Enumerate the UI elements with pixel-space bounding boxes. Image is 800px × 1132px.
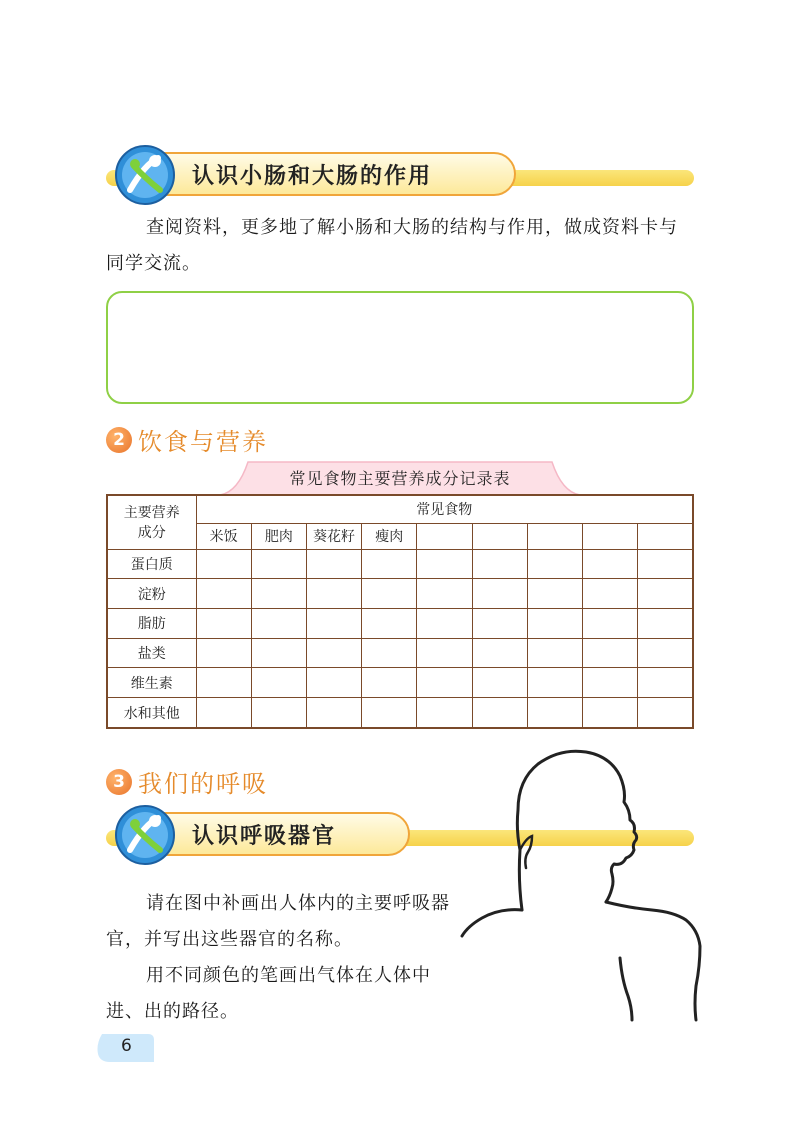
table-cell[interactable] [362,549,417,579]
foods-header: 常见食物 [196,495,693,523]
food-cell[interactable] [638,523,693,549]
table-cell[interactable] [251,698,306,728]
table-cell[interactable] [638,638,693,668]
food-cell[interactable] [472,523,527,549]
section-title: 我们的呼吸 [138,770,268,798]
table-cell[interactable] [362,668,417,698]
table-title: 常见食物主要营养成分记录表 [289,468,511,488]
table-cell[interactable] [417,549,472,579]
table-cell[interactable] [527,549,582,579]
section-number-badge: 3 [106,769,132,795]
table-cell[interactable] [362,579,417,609]
table-row-starch [107,579,693,609]
nutrient-label: 脂肪 [107,608,196,638]
nutrient-label: 水和其他 [107,698,196,728]
table-cell[interactable] [472,668,527,698]
table-cell[interactable] [251,579,306,609]
table-cell[interactable] [472,549,527,579]
table-cell[interactable] [527,698,582,728]
table-cell[interactable] [583,698,638,728]
table-cell[interactable] [638,668,693,698]
food-cell[interactable] [583,523,638,549]
activity-title-text: 认识小肠和大肠的作用 [192,162,433,189]
table-cell[interactable] [583,668,638,698]
table-cell[interactable] [417,698,472,728]
table-cell[interactable] [527,638,582,668]
corner-header-line2: 成分 [137,525,166,542]
table-cell[interactable] [583,638,638,668]
section-title: 饮食与营养 [138,428,268,456]
table-cell[interactable] [417,608,472,638]
table-cell[interactable] [306,698,361,728]
table-cell[interactable] [638,698,693,728]
table-cell[interactable] [417,579,472,609]
table-cell[interactable] [251,549,306,579]
human-body-outline[interactable] [460,740,720,1025]
food-cell[interactable]: 瘦肉 [362,523,417,549]
table-cell[interactable] [306,579,361,609]
section3-paragraph1-text: 请在图中补画出人体内的主要呼吸器官，并写出这些器官的名称。 [106,893,450,950]
table-cell[interactable] [196,549,251,579]
section-heading-2 [106,422,268,457]
table-cell[interactable] [472,638,527,668]
table-cell[interactable] [196,579,251,609]
table-cell[interactable] [583,579,638,609]
table-cell[interactable] [362,698,417,728]
table-cell[interactable] [472,608,527,638]
table-cell[interactable] [306,668,361,698]
table-cell[interactable] [527,608,582,638]
nutrient-label: 维生素 [107,668,196,698]
table-cell[interactable] [251,668,306,698]
table-cell[interactable] [196,638,251,668]
table-row-fat [107,608,693,638]
nutrient-label: 蛋白质 [107,549,196,579]
activity1-paragraph-text: 查阅资料，更多地了解小肠和大肠的结构与作用，做成资料卡与同学交流。 [106,217,678,274]
table-row-vitamins [107,668,693,698]
activity-title-text: 认识呼吸器官 [192,822,337,849]
table-row-water-other [107,698,693,728]
activity1-paragraph [106,210,696,282]
table-cell[interactable] [417,668,472,698]
food-cell[interactable] [417,523,472,549]
table-cell[interactable] [251,638,306,668]
nutrient-label: 盐类 [107,638,196,668]
page-number: 6 [121,1036,132,1056]
table-cell[interactable] [196,608,251,638]
nutrient-label: 淀粉 [107,579,196,609]
table-cell[interactable] [306,608,361,638]
table-cell[interactable] [306,549,361,579]
food-cell[interactable]: 葵花籽 [306,523,361,549]
table-row-protein [107,549,693,579]
nutrition-record-table [106,494,694,729]
food-cell[interactable] [527,523,582,549]
activity-logo-icon [114,144,176,206]
activity-banner-intestines [106,150,694,216]
table-cell[interactable] [472,579,527,609]
table-cell[interactable] [362,608,417,638]
food-cell[interactable]: 米饭 [196,523,251,549]
table-cell[interactable] [583,608,638,638]
corner-header-line1: 主要营养 [123,505,180,522]
table-cell[interactable] [583,549,638,579]
table-cell[interactable] [306,638,361,668]
food-cell[interactable]: 肥肉 [251,523,306,549]
activity-title [150,152,516,196]
table-cell[interactable] [251,608,306,638]
section-number-badge: 2 [106,427,132,453]
table-cell[interactable] [196,668,251,698]
table-cell[interactable] [362,638,417,668]
section-heading-3 [106,764,268,799]
table-cell[interactable] [638,549,693,579]
table-cell[interactable] [472,698,527,728]
activity-title [150,812,410,856]
activity-logo-icon [114,804,176,866]
section3-paragraph1 [106,886,456,958]
table-cell[interactable] [527,579,582,609]
resource-card-box[interactable] [106,291,694,404]
table-cell[interactable] [527,668,582,698]
section3-paragraph2-text: 用不同颜色的笔画出气体在人体中进、出的路径。 [106,965,431,1022]
table-cell[interactable] [417,638,472,668]
table-cell[interactable] [638,579,693,609]
corner-header [107,495,196,549]
table-cell[interactable] [196,698,251,728]
section3-paragraph2 [106,958,456,1030]
table-row-salts [107,638,693,668]
table-cell[interactable] [638,608,693,638]
